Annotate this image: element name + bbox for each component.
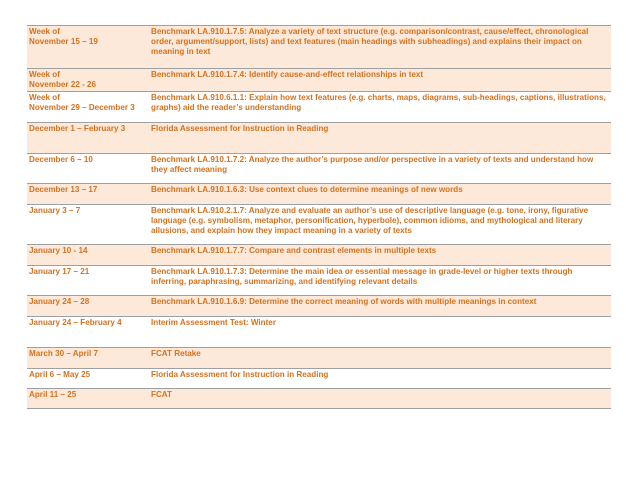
benchmark-cell: Benchmark LA.910.1.6.9: Determine the correct meaning of words with multiple meanings in context	[147, 296, 611, 317]
benchmark-cell: Benchmark LA.910.1.7.4: Identify cause-and-effect relationships in text	[147, 69, 611, 92]
table-row	[27, 184, 611, 205]
week-cell: December 13 – 17	[27, 184, 147, 205]
schedule-table	[27, 25, 611, 409]
table-row	[27, 369, 611, 389]
week-cell: April 6 – May 25	[27, 369, 147, 389]
week-cell: January 3 – 7	[27, 205, 147, 245]
benchmark-cell: Benchmark LA.910.2.1.7: Analyze and evaluate an author’s use of descriptive language (e.g. tone, irony, figurative language (e.g. symbolism, metaphor, personification, hyperbole), common idioms, and mythological and literary allusions, and explain how they impact meaning in a variety of texts	[147, 205, 611, 245]
table-row	[27, 154, 611, 184]
benchmark-cell: Benchmark LA.910.1.7.5: Analyze a variety of text structure (e.g. comparison/contrast, cause/effect, chronological order, argument/support, lists) and text features (main headings with subheadings) and explains their impact on meaning in text	[147, 26, 611, 69]
table-row	[27, 69, 611, 92]
week-cell: March 30 – April 7	[27, 348, 147, 369]
benchmark-cell: Benchmark LA.910.1.7.2: Analyze the author’s purpose and/or perspective in a variety of texts and understand how they affect meaning	[147, 154, 611, 184]
benchmark-cell: FCAT Retake	[147, 348, 611, 369]
benchmark-cell: Florida Assessment for Instruction in Reading	[147, 369, 611, 389]
table-row	[27, 296, 611, 317]
week-cell: December 1 – February 3	[27, 123, 147, 154]
week-cell: Week of November 15 – 19	[27, 26, 147, 69]
table-row	[27, 389, 611, 409]
week-cell: January 10 - 14	[27, 245, 147, 266]
week-cell: Week of November 29 – December 3	[27, 92, 147, 123]
table-row	[27, 26, 611, 69]
week-cell: Week of November 22 - 26	[27, 69, 147, 92]
week-cell: January 24 – February 4	[27, 317, 147, 348]
table-row	[27, 317, 611, 348]
table-row	[27, 92, 611, 123]
week-cell: December 6 – 10	[27, 154, 147, 184]
week-cell: January 24 – 28	[27, 296, 147, 317]
table-row	[27, 123, 611, 154]
week-cell: January 17 – 21	[27, 266, 147, 296]
table-row	[27, 245, 611, 266]
table-row	[27, 205, 611, 245]
benchmark-cell: FCAT	[147, 389, 611, 409]
table-row	[27, 266, 611, 296]
benchmark-cell: Interim Assessment Test: Winter	[147, 317, 611, 348]
week-cell: April 11 – 25	[27, 389, 147, 409]
benchmark-cell: Florida Assessment for Instruction in Reading	[147, 123, 611, 154]
benchmark-cell: Benchmark LA.910.1.6.3: Use context clues to determine meanings of new words	[147, 184, 611, 205]
benchmark-cell: Benchmark LA.910.1.7.3: Determine the main idea or essential message in grade-level or higher texts through inferring, paraphrasing, summarizing, and identifying relevant details	[147, 266, 611, 296]
benchmark-cell: Benchmark LA.910.1.7.7: Compare and contrast elements in multiple texts	[147, 245, 611, 266]
table-row	[27, 348, 611, 369]
benchmark-cell: Benchmark LA.910.6.1.1: Explain how text features (e.g. charts, maps, diagrams, sub-headings, captions, illustrations, graphs) aid the reader’s understanding	[147, 92, 611, 123]
